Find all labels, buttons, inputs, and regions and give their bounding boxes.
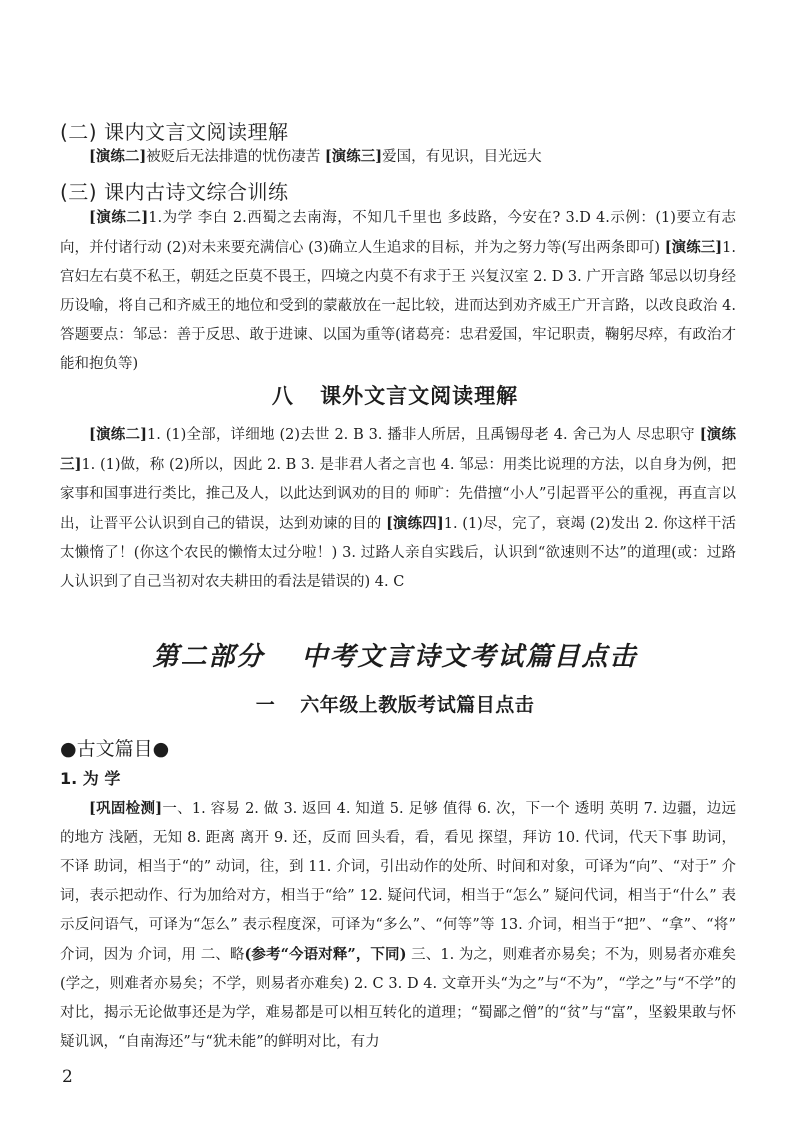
exercise-2-label: [演练二] (89, 148, 147, 165)
section-three-answers (60, 203, 736, 379)
exercise-3-label: [演练三] (324, 148, 383, 165)
part-two-title: 第二部分 中考文言诗文考试篇目点击 (152, 642, 638, 672)
category-heading: ●古文篇目● (60, 738, 170, 760)
page-number: 2 (62, 1067, 73, 1087)
lesson-title: 1. 为 学 (60, 769, 121, 788)
part-two-subtitle: 一 六年级上教版考试篇目点击 (255, 694, 535, 716)
section-two-answers (60, 142, 736, 172)
reference-note: (参考“今语对释”，下同) (244, 946, 407, 963)
exercise-2-text: 1. (1)全部，详细地 (2)去世 2. B 3. 播非人所居，且禹锡母老 4. 舍己为人 尽忠职守 (147, 427, 700, 443)
section-two-heading: (二) 课内文言文阅读理解 (60, 120, 289, 144)
consolidation-text-cont: 三、1. 为之，则难者亦易矣；不为，则易者亦难矣(学之，则难者亦易矣；不学，则易者亦难矣) 2. C 3. D 4. 文章开头“为之”与“不为”，“学之”与“不学”的对比，揭示无论做事还是为学，难易都是可以相互转化的道理；“蜀鄙之僧”的“贫”与“富”，坚毅果敢与怀疑讥讽，“自南海还”与“犹未能”的鲜明对比，有力 (60, 947, 736, 1050)
consolidation-text: 一、1. 容易 2. 做 3. 返回 4. 知道 5. 足够 值得 6. 次，下一个 透明 英明 7. 边疆，边远的地方 浅陋，无知 8. 距离 离开 9. 还，反而 回头看，看，看见 探望，拜访 10. 代词，代天下事 助词，不译 助词，相当于“的” 动词，往，到 11. 介词，引出动作的处所、时间和对象，可译为“向”、“对于” 介词，表示把动作、行为加给对方，相当于“给” 12. 疑问代词，相当于“怎么” 疑问代词，相当于“什么” 表示反问语气，可译为“怎么” 表示程度深，可译为“多么”、“何等”等 13. 介词，相当于“把”、“拿”、“将” 介词，因为 介词，用 二、略 (60, 801, 736, 963)
exercise-3-text: 爱国，有见识，目光远大 (382, 149, 542, 165)
section-eight-answers (60, 420, 736, 597)
exercise-2-label: [演练二] (89, 209, 149, 226)
exercise-3-text: 1. 宫妇左右莫不私王，朝廷之臣莫不畏王，四境之内莫不有求于王 兴复汉室 2. D 3. 广开言路 邹忌以切身经历设喻，将自己和齐威王的地位和受到的蒙蔽放在一起比较，进而达到劝齐威王广开言路，以改良政治 4. 答题要点：邹忌：善于反思、敢于进谏、以国为重等(诸葛亮：忠君爱国，牢记职责，鞠躬尽瘁，有政治才能和抱负等) (60, 240, 736, 372)
section-eight-heading: 八 课外文言文阅读理解 (271, 384, 519, 408)
consolidation-label: [巩固检测] (89, 800, 163, 817)
exercise-3-text: 1. (1)做，称 (2)所以，因此 2. B 3. 是非君人者之言也 4. 邹忌：用类比说理的方法，以自身为例，把家事和国事进行类比，推己及人，以此达到讽劝的目的 师旷：先借擅“小人”引起晋平公的重视，再直言以出，让晋平公认识到自己的错误，达到劝谏的目的 (60, 457, 736, 532)
lesson-answers (60, 794, 736, 1057)
exercise-2-text: 1.为学 李白 2.西蜀之去南海，不知几千里也 多歧路，今安在? 3.D 4.示例：(1)要立有志向，并付诸行动 (2)对未来要充满信心 (3)确立人生追求的目标，并为之努力等(写出两条即可) (60, 210, 736, 256)
exercise-3-label: [演练三] (60, 426, 736, 473)
exercise-2-label: [演练二] (89, 426, 148, 443)
section-three-heading: (三) 课内古诗文综合训练 (60, 180, 289, 204)
exercise-4-text: 1. (1)尽，完了，衰竭 (2)发出 2. 你这样干活太懒惰了！(你这个农民的懒惰太过分啦！) 3. 过路人亲自实践后，认识到“欲速则不达”的道理(或：过路人认识到了自己当初对农夫耕田的看法是错误的) 4. C (60, 516, 736, 590)
exercise-2-text: 被贬后无法排遣的忧伤凄苦 (146, 149, 325, 165)
exercise-3-label: [演练三] (664, 239, 723, 256)
exercise-4-label: [演练四] (386, 515, 444, 532)
